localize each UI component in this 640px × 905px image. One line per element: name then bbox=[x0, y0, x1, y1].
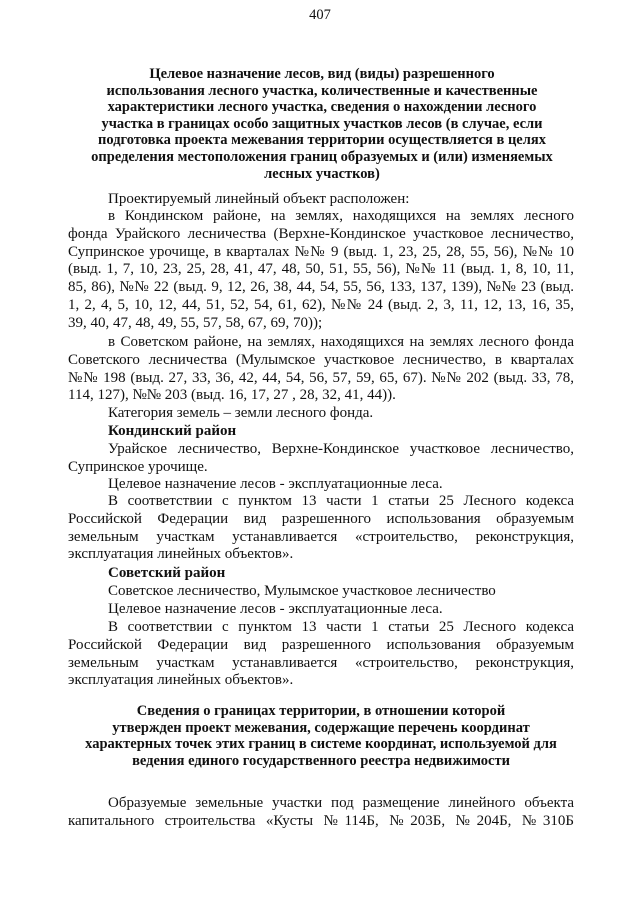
heading-line: участка в границах особо защитных участков лесов (в случае, если bbox=[101, 115, 543, 132]
page-number: 407 bbox=[309, 7, 331, 23]
text-line: эксплуатация линейных объектов». bbox=[68, 672, 294, 689]
paragraph-kondinsky-purpose bbox=[68, 476, 574, 494]
paragraph-kondinsky-use bbox=[68, 493, 574, 564]
text-line: фонда Урайского лесничества (Верхне-Кондинское участковое лесничество, bbox=[68, 225, 574, 242]
heading-line: характеристики лесного участка, сведения о нахождении лесного bbox=[107, 99, 537, 116]
text-line: Российской Федерации вид разрешенного использования образуемым bbox=[68, 636, 574, 653]
heading-line: определения местоположения границ образуемых и (или) изменяемых bbox=[91, 148, 553, 165]
text-line: Советского лесничества (Мулымское участковое лесничество, в кварталах bbox=[68, 351, 574, 368]
text-line: Целевое назначение лесов - эксплуатационные леса. bbox=[108, 476, 443, 492]
text-line: капитального строительства «Кусты №114Б, №203Б, №204Б, №310Б bbox=[68, 812, 574, 829]
text-line: Кондинский район bbox=[108, 423, 237, 439]
text-line: в Кондинском районе, на землях, находящихся на землях лесного bbox=[108, 208, 574, 224]
heading-line: Целевое назначение лесов, вид (виды) разрешенного bbox=[149, 66, 495, 82]
text-line: Целевое назначение лесов - эксплуатационные леса. bbox=[108, 601, 443, 617]
section-heading-boundaries bbox=[60, 703, 582, 769]
text-line: Проектируемый линейный объект расположен: bbox=[108, 191, 410, 207]
text-line: Супринское урочище, в кварталах №№ 9 (выд. 1, 23, 25, 28, 55, 56), №№ 10 bbox=[68, 243, 574, 260]
text-line: в Советском районе, на землях, находящихся на землях лесного фонда bbox=[108, 334, 574, 350]
paragraph-land-category bbox=[68, 405, 574, 423]
text-line: Российской Федерации вид разрешенного использования образуемым bbox=[68, 510, 574, 527]
heading-line: ведения единого государственного реестра недвижимости bbox=[132, 752, 510, 769]
text-line: Урайское лесничество, Верхне-Кондинское участковое лесничество, bbox=[108, 441, 574, 457]
subheading-kondinsky bbox=[68, 423, 574, 441]
paragraph-kondinsky-location bbox=[68, 208, 574, 333]
text-line: Образуемые земельные участки под размещение линейного объекта bbox=[108, 795, 574, 811]
text-line: земельным участкам устанавливается «строительство, реконструкция, bbox=[68, 654, 574, 671]
text-line: 85, 86), №№ 22 (выд. 9, 12, 26, 38, 44, 54, 55, 56, 133, 137, 139), №№ 23 (выд. bbox=[68, 279, 574, 296]
heading-line: лесных участков) bbox=[264, 165, 380, 182]
paragraph-sovetsky-location bbox=[68, 334, 574, 405]
paragraph-closing bbox=[68, 795, 574, 831]
text-line: 39, 40, 47, 48, 49, 55, 57, 58, 67, 69, 70)); bbox=[68, 314, 323, 331]
text-line: Советское лесничество, Мулымское участковое лесничество bbox=[108, 583, 496, 599]
subheading-sovetsky bbox=[68, 565, 574, 583]
text-line: В соответствии с пунктом 13 части 1 статьи 25 Лесного кодекса bbox=[108, 493, 574, 509]
heading-line: утвержден проект межевания, содержащие перечень координат bbox=[112, 719, 530, 736]
text-line: Советский район bbox=[108, 565, 226, 581]
heading-line: Сведения о границах территории, в отношении которой bbox=[136, 703, 506, 719]
text-line: (выд. 1, 7, 10, 23, 25, 28, 41, 47, 48, 50, 51, 55, 56), №№ 11 (выд. 1, 8, 10, 11, bbox=[68, 261, 574, 278]
text-line: земельным участкам устанавливается «строительство, реконструкция, bbox=[68, 528, 574, 545]
paragraph-sovetsky-use bbox=[68, 619, 574, 690]
text-line: Категория земель – земли лесного фонда. bbox=[108, 405, 374, 421]
heading-line: подготовка проекта межевания территории осуществляется в целях bbox=[98, 132, 546, 149]
text-line: эксплуатация линейных объектов». bbox=[68, 546, 294, 563]
paragraph-kondinsky-forestry bbox=[68, 441, 574, 477]
heading-line: использования лесного участка, количественные и качественные bbox=[106, 82, 538, 99]
paragraph-sovetsky-purpose bbox=[68, 601, 574, 619]
text-line: 114, 127), №№ 203 (выд. 16, 17, 27 , 28, 32, 41, 44)). bbox=[68, 387, 396, 404]
text-line: Супринское урочище. bbox=[68, 458, 208, 475]
heading-line: характерных точек этих границ в системе координат, используемой для bbox=[85, 736, 557, 753]
text-line: 1, 2, 4, 5, 10, 12, 44, 51, 52, 54, 61, 62), №№ 24 (выд. 2, 3, 11, 12, 13, 16, 35, bbox=[68, 296, 574, 313]
paragraph-intro bbox=[68, 191, 574, 209]
text-line: №№ 198 (выд. 27, 33, 36, 42, 44, 54, 56, 57, 59, 65, 67). №№ 202 (выд. 33, 78, bbox=[68, 369, 574, 386]
paragraph-sovetsky-forestry bbox=[68, 583, 574, 601]
section-heading-forest-purpose bbox=[62, 66, 582, 182]
text-line: В соответствии с пунктом 13 части 1 статьи 25 Лесного кодекса bbox=[108, 619, 574, 635]
